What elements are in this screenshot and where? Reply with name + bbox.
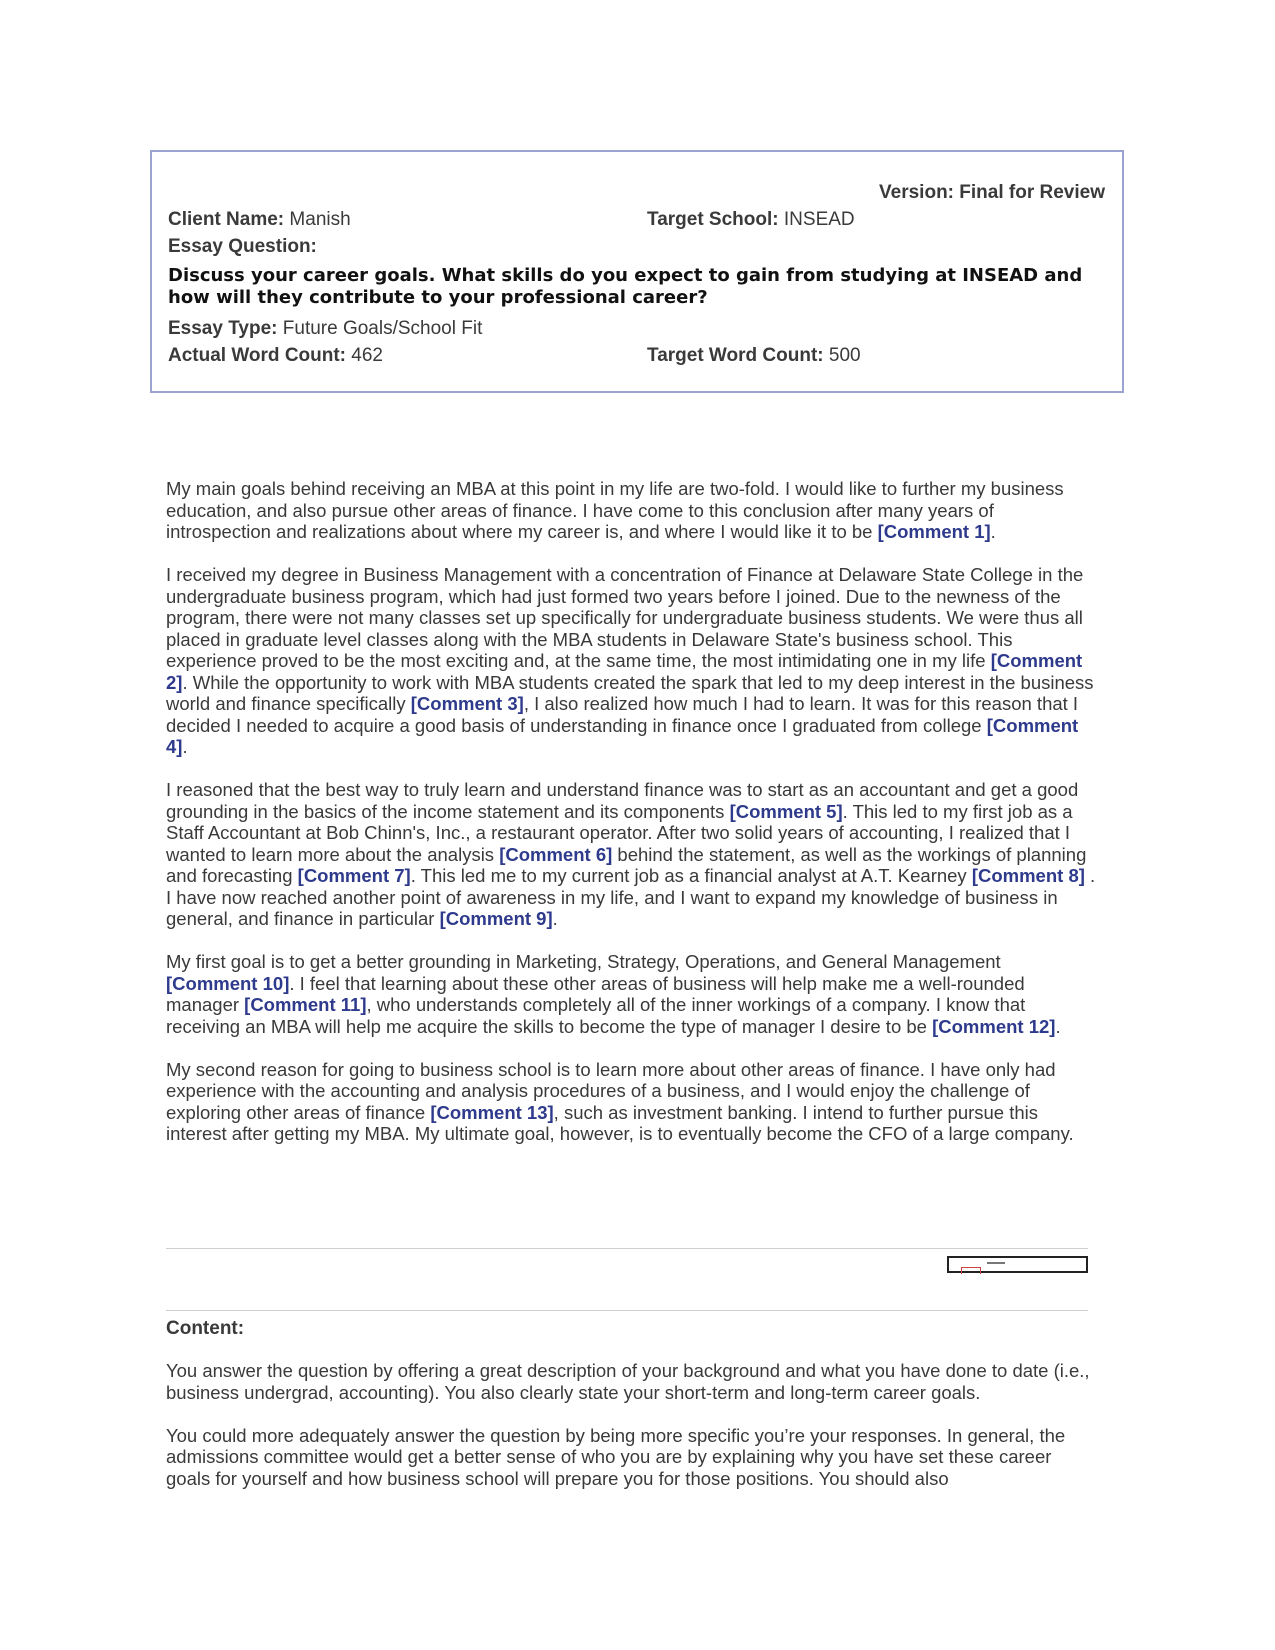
essay-paragraph-2 <box>166 564 1096 758</box>
text-run: . <box>990 521 996 542</box>
stamp-text-mark <box>987 1262 1005 1264</box>
text-run: . <box>552 908 558 929</box>
text-run: . This led to my first job as a Staff Accountant at Bob Chinn's, Inc., a restaurant operator. After two solid years of accounting, I realized that I wanted to learn more about the analysis <box>166 800 1073 865</box>
school-label: Target School: <box>647 209 779 230</box>
comment-link-4[interactable]: [Comment 4] <box>166 714 1079 757</box>
text-run: , who understands completely all of the inner workings of a company. I know that receiving an MBA will help me acquire the skills to become the type of manager I desire to be <box>166 994 1026 1037</box>
comment-link-9[interactable]: [Comment 9] <box>439 908 553 929</box>
comment-link-13[interactable]: [Comment 13] <box>430 1101 554 1123</box>
target-word-count <box>647 345 861 367</box>
comment-link-7[interactable]: [Comment 7] <box>297 865 411 886</box>
text-run: My second reason for going to business school is to learn more about other areas of finance. I have only had experience with the accounting and analysis procedures of a business, and I would enjoy the challenge of exploring other areas of finance <box>166 1058 1056 1123</box>
comment-link-3[interactable]: [Comment 3] <box>410 693 524 714</box>
text-run: I received my degree in Business Management with a concentration of Finance at Delaware State College in the undergraduate business program, which had just formed two years before I joined. Due to the newness of the program, there were not many classes set up specifically for undergraduate business students. We were thus all placed in graduate level classes along with the MBA students in Delaware State's business school. This experience proved to be the most exciting and, at the same time, the most intimidating one in my life <box>166 564 1084 671</box>
actual-value: 462 <box>351 345 383 366</box>
stamp-mark <box>961 1267 981 1274</box>
essay-info-box <box>150 150 1124 393</box>
essay-body <box>166 478 1096 1166</box>
text-run: , I also realized how much I had to learn. It was for this reason that I decided I needed to acquire a good basis of understanding in finance once I graduated from college <box>166 693 1079 736</box>
type-value: Future Goals/School Fit <box>282 318 483 339</box>
version-label: Version: <box>879 182 955 203</box>
divider-top <box>166 1248 1088 1249</box>
text-run: . I feel that learning about these other areas of business will help make me a well-rounded manager <box>166 972 1025 1015</box>
target-label: Target Word Count: <box>647 345 824 366</box>
comment-link-6[interactable]: [Comment 6] <box>499 843 613 865</box>
actual-label: Actual Word Count: <box>168 345 347 366</box>
text-run: . I have now reached another point of awareness in my life, and I want to expand my knowledge of business in general, and finance in particular <box>166 865 1096 929</box>
text-run: . This led me to my current job as a financial analyst at A.T. Kearney <box>410 865 972 886</box>
comment-link-2[interactable]: [Comment 2] <box>166 650 1083 693</box>
comment-link-1[interactable]: [Comment 1] <box>877 521 991 542</box>
version <box>879 182 1105 204</box>
comment-link-8[interactable]: [Comment 8] <box>971 865 1085 886</box>
comment-link-12[interactable]: [Comment 12] <box>932 1015 1056 1037</box>
stamp-image <box>947 1256 1088 1273</box>
essay-paragraph-3 <box>166 779 1096 930</box>
actual-word-count <box>168 345 383 367</box>
text-run: . <box>1055 1015 1061 1037</box>
question-label-text: Essay Question: <box>168 236 317 257</box>
text-run: My main goals behind receiving an MBA at this point in my life are two-fold. I would like to further my business education, and also pursue other areas of finance. I have come to this conclusion after many years of introspection and realizations about where my career is, and where I would like it to be <box>166 478 1064 542</box>
essay-question-label <box>168 236 317 258</box>
feedback-paragraph-2: You could more adequately answer the question by being more specific you’re your responses. In general, the admissions committee would get a better sense of who you are by explaining why you have set these career goals for yourself and how business school will prepare you for those positions. You should also <box>166 1424 1066 1489</box>
essay-paragraph-4 <box>166 951 1096 1037</box>
divider-bottom <box>166 1310 1088 1311</box>
content-heading: Content: <box>166 1318 245 1339</box>
target-school <box>647 209 855 231</box>
version-value: Final for Review <box>959 182 1105 203</box>
text-run: My first goal is to get a better grounding in Marketing, Strategy, Operations, and General Management <box>166 951 1001 972</box>
client-value: Manish <box>289 209 351 230</box>
text-run: behind the statement, as well as the workings of planning and forecasting <box>166 843 1087 886</box>
text-run: . <box>182 736 188 757</box>
target-value: 500 <box>828 345 861 366</box>
essay-paragraph-5 <box>166 1059 1096 1145</box>
essay-question-text: Discuss your career goals. What skills do you expect to gain from studying at INSEAD and how will they contribute to your professional career? <box>168 265 1083 308</box>
comment-link-5[interactable]: [Comment 5] <box>729 800 843 822</box>
school-value: INSEAD <box>783 209 855 230</box>
essay-type <box>168 318 482 340</box>
essay-paragraph-1 <box>166 478 1096 543</box>
text-run: I reasoned that the best way to truly learn and understand finance was to start as an accountant and get a good grounding in the basics of the income statement and its components <box>166 779 1079 822</box>
comment-link-11[interactable]: [Comment 11] <box>244 994 367 1015</box>
text-run: , such as investment banking. I intend to further pursue this interest after getting my MBA. My ultimate goal, however, is to eventually become the CFO of a large company. <box>166 1101 1074 1144</box>
client-name <box>168 209 351 231</box>
client-label: Client Name: <box>168 209 285 230</box>
reviewer-feedback <box>166 1360 1096 1511</box>
type-label: Essay Type: <box>168 318 278 339</box>
comment-link-10[interactable]: [Comment 10] <box>166 972 290 994</box>
feedback-paragraph-1: You answer the question by offering a great description of your background and what you have done to date (i.e., business undergrad, accounting). You also clearly state your short-term and long-term career goals. <box>166 1360 1090 1403</box>
text-run: . While the opportunity to work with MBA students created the spark that led to my deep interest in the business world and finance specifically <box>166 671 1094 714</box>
